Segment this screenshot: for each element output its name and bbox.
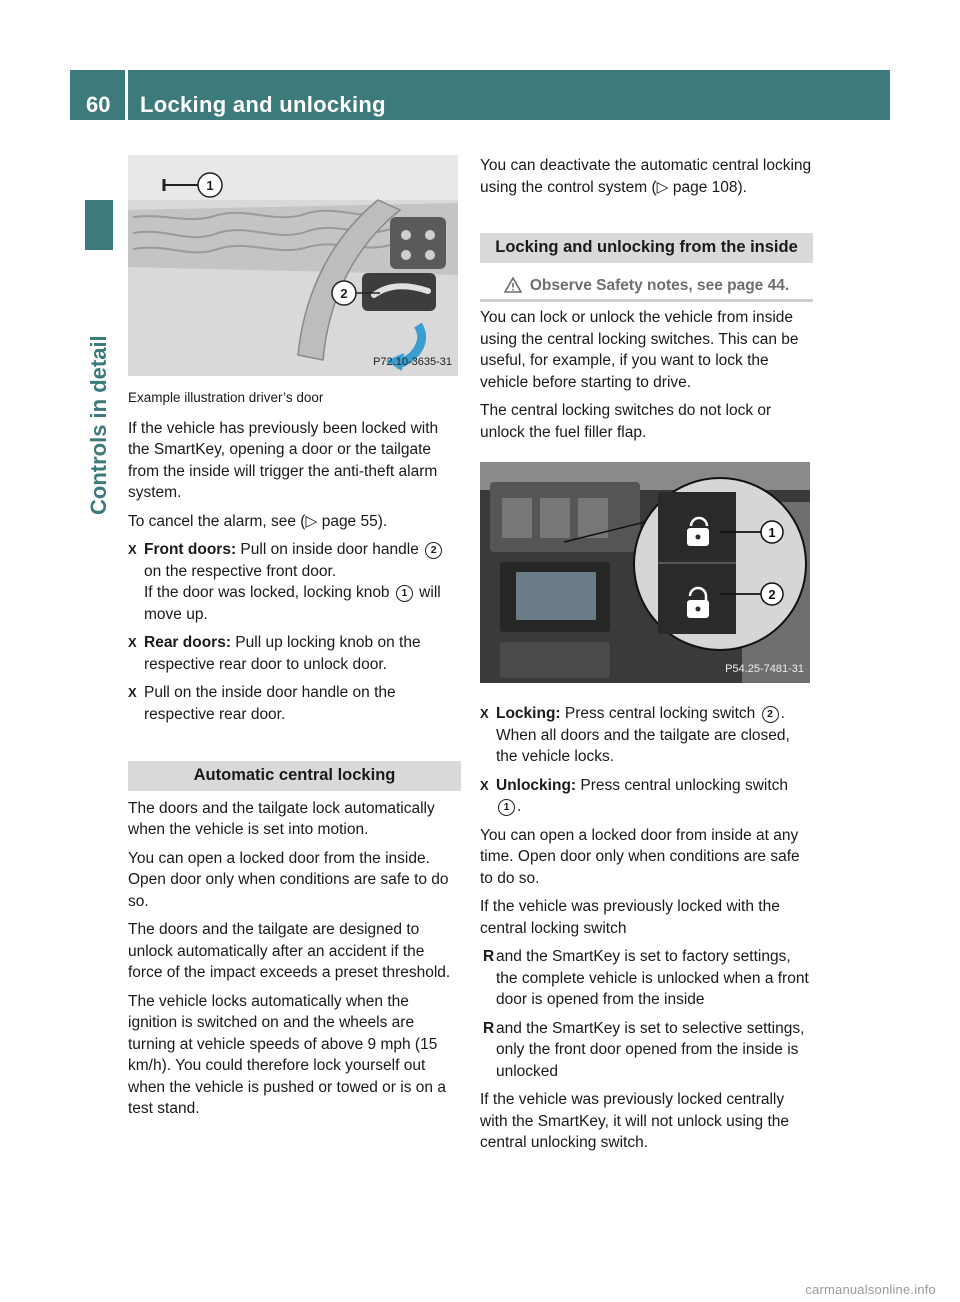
- center-console-drawing: [480, 462, 810, 683]
- step-marker: X: [480, 706, 489, 721]
- step-text: Press central unlocking switch: [576, 776, 789, 794]
- bullet-item: [480, 946, 813, 1011]
- bullet-marker: R: [483, 948, 495, 965]
- section-heading-inside: Locking and unlocking from the inside: [480, 233, 813, 263]
- callout-1: 1: [206, 178, 214, 193]
- center-console-illustration: [480, 462, 810, 683]
- step-text: .: [517, 798, 522, 815]
- step-label: Front doors:: [144, 541, 237, 558]
- step-marker: X: [128, 542, 137, 557]
- figure-caption: Example illustration driver’s door: [128, 390, 324, 405]
- step-rear-handle: [128, 682, 461, 725]
- bullet-text: and the SmartKey is set to selective settings, only the front door opened from the inside is unlocked: [496, 1019, 805, 1080]
- step-marker: X: [128, 635, 137, 650]
- step-unlocking: [480, 775, 813, 818]
- step-text: will move up.: [144, 584, 441, 623]
- intro-paragraph: You can deactivate the automatic central locking using the control system (▷ page 108).: [480, 157, 812, 196]
- footer-watermark: carmanualsonline.info: [805, 1282, 936, 1297]
- bullet-marker: R: [483, 1019, 495, 1037]
- door-illustration: [128, 155, 458, 376]
- bullet-text: and the SmartKey is set to factory settings, the complete vehicle is unlocked when a front door is opened from the inside: [496, 948, 809, 1008]
- page-title: Locking and unlocking: [140, 92, 386, 117]
- paragraph: The central locking switches do not lock or unlock the fuel filler flap.: [480, 402, 772, 441]
- paragraph: If the vehicle was previously locked with the central locking switch: [480, 898, 780, 937]
- step-marker: X: [480, 777, 489, 793]
- step-label: Locking:: [496, 705, 561, 722]
- step-text: Pull up locking knob on the respective rear door to unlock door.: [144, 634, 421, 673]
- callout-ref-1: 1: [498, 799, 515, 816]
- page-number: 60: [86, 92, 111, 117]
- callout-ref-2: 2: [425, 542, 442, 559]
- safety-warning: [480, 275, 813, 303]
- chapter-label: Controls in detail: [86, 335, 111, 515]
- step-text: If the door was locked, locking knob: [144, 584, 394, 601]
- step-text: .: [780, 705, 785, 722]
- paragraph: The doors and the tailgate lock automatically when the vehicle is set into motion.: [128, 799, 435, 838]
- side-tab: [85, 200, 113, 250]
- paragraph: You can lock or unlock the vehicle from inside using the central locking switches. This can be useful, for example, if you want to lock the vehicle before starting to drive.: [480, 309, 799, 391]
- callout-ref-1: 1: [396, 585, 413, 602]
- step-text: Pull on the inside door handle on the respective rear door.: [144, 684, 396, 723]
- right-column: [480, 155, 813, 1161]
- section-heading-automatic: Automatic central locking: [128, 761, 461, 791]
- warning-icon: [504, 277, 522, 293]
- door-panel-drawing: [128, 155, 458, 376]
- callout-2: 2: [768, 587, 776, 602]
- paragraph: You can open a locked door from the inside. Open door only when conditions are safe to do so.: [128, 849, 449, 910]
- step-rear-doors: [128, 632, 461, 675]
- callout-ref-2: 2: [762, 706, 779, 723]
- left-column: [128, 155, 461, 1127]
- bullet-item: [480, 1018, 813, 1083]
- intro-paragraph: If the vehicle has previously been locked with the SmartKey, opening a door or the tailgate from the inside will trigger the anti-theft alarm system.: [128, 419, 439, 501]
- paragraph: If the vehicle was previously locked centrally with the SmartKey, it will not unlock using the central unlocking switch.: [480, 1091, 789, 1151]
- step-text: Pull on inside door handle: [236, 541, 424, 558]
- step-label: Unlocking:: [496, 776, 577, 794]
- warning-text: Observe Safety notes, see page 44.: [529, 276, 790, 294]
- cancel-alarm-paragraph: To cancel the alarm, see (▷ page 55).: [128, 512, 388, 530]
- paragraph: The doors and the tailgate are designed to unlock automatically after an accident if the force of the impact exceeds a preset threshold.: [128, 921, 451, 981]
- step-front-doors: [128, 539, 461, 625]
- step-text: on the respective front door.: [144, 562, 337, 580]
- callout-1: 1: [768, 525, 776, 540]
- step-text: Press central locking switch: [560, 705, 760, 722]
- step-marker: X: [128, 685, 137, 700]
- figure-code: P54.25-7481-31: [725, 662, 804, 675]
- paragraph: You can open a locked door from inside at any time. Open door only when conditions are safe to do so.: [480, 826, 800, 887]
- paragraph: The vehicle locks automatically when the ignition is switched on and the wheels are turning at vehicle speeds of above 9 mph (15 km/h). You could therefore lock yourself out when the vehicle is pushed or towed or is on a test stand.: [128, 992, 446, 1117]
- header-divider: [125, 70, 128, 120]
- figure-code: P72.10-3635-31: [373, 355, 452, 368]
- step-locking: [480, 703, 813, 768]
- step-label: Rear doors:: [144, 634, 231, 651]
- step-text: When all doors and the tailgate are closed, the vehicle locks.: [496, 726, 790, 765]
- callout-2: 2: [340, 286, 348, 301]
